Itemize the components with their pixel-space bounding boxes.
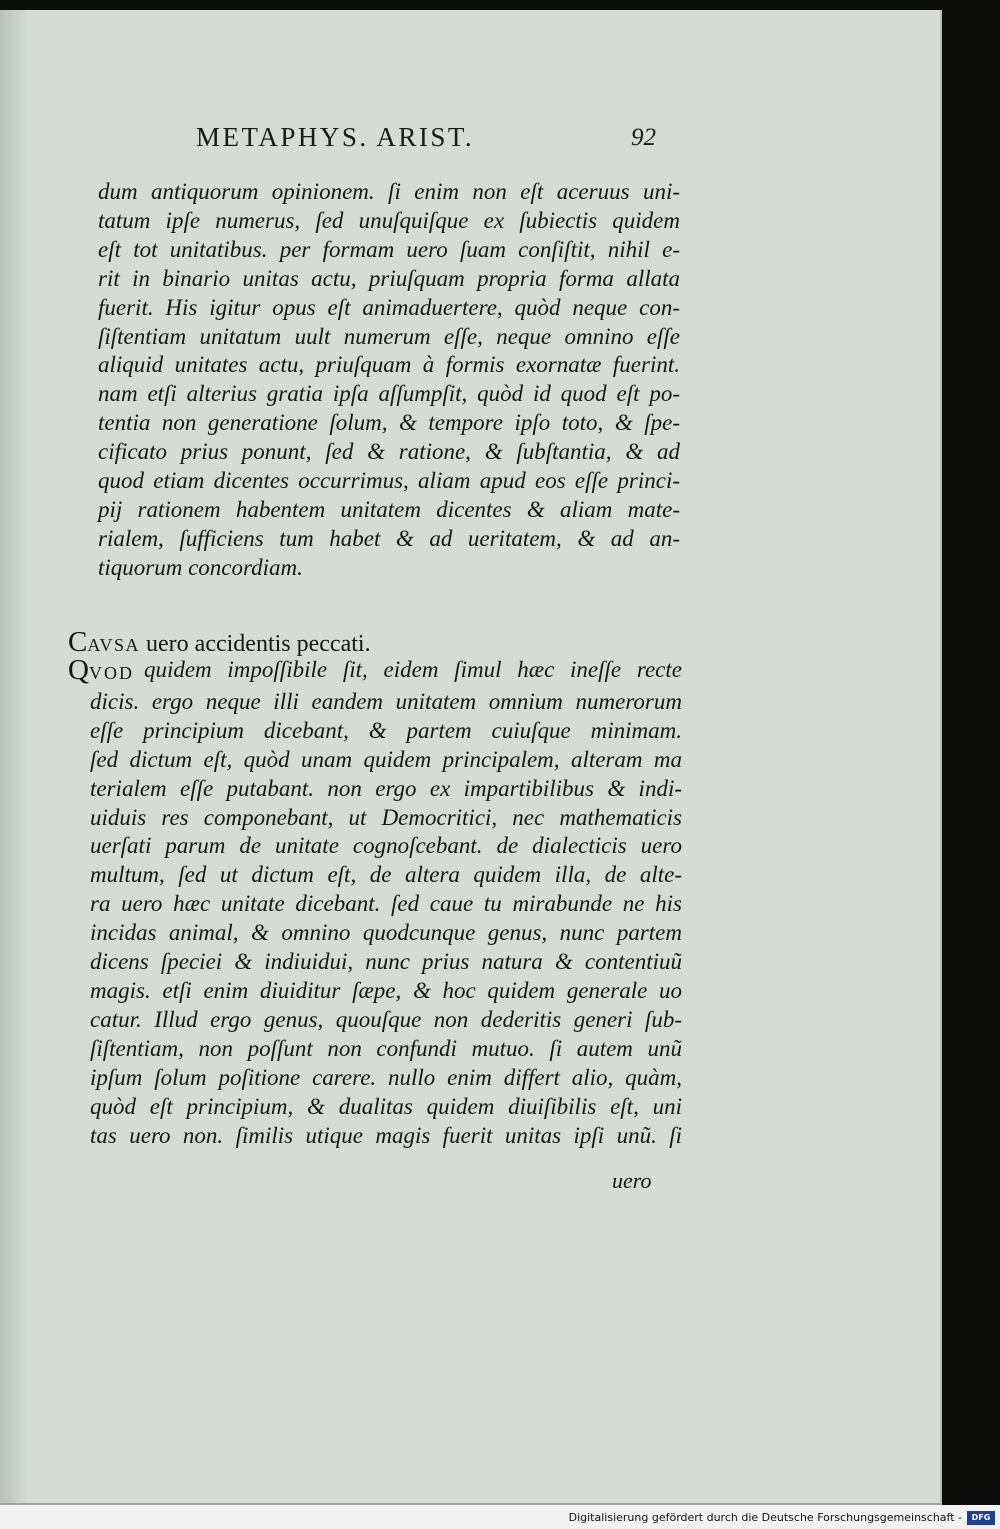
- text-line: terialem eſſe putabant. non ergo ex impartibilibus & indi-: [90, 775, 682, 801]
- text-line: ra uero hæc unitate dicebant. ſed caue tu mirabunde ne his: [90, 891, 682, 917]
- text-line: uiduis res componebant, ut Democritici, nec mathematicis: [90, 804, 682, 830]
- text-line: eſſe principium dicebant, & partem cuiuſque minimam.: [90, 717, 682, 743]
- text-line: tatum ipſe numerus, ſed unuſquiſque ex ſubiectis quidem: [98, 207, 680, 233]
- page-number: 92: [631, 124, 656, 151]
- text-line: uerſati parum de unitate cognoſcebant. de dialecticis uero: [90, 833, 682, 859]
- lead-initial: Q: [68, 654, 89, 686]
- text-line: tentia non generatione ſolum, & tempore ipſo toto, & ſpe-: [98, 410, 680, 436]
- text-line: magis. etſi enim diuiditur ſæpe, & hoc quidem generale uo: [90, 977, 682, 1003]
- text-line: dum antiquorum opinionem. ſi enim non eſt aceruus uni-: [98, 179, 680, 204]
- text-line: ipſum ſolum poſitione carere. nullo enim differt alio, quàm,: [90, 1064, 682, 1090]
- catchword: uero: [612, 1168, 652, 1193]
- text-line: rit in binario unitas actu, priuſquam propria forma allata: [98, 265, 680, 291]
- paragraph-2-body: [68, 688, 682, 1151]
- heading-text: uero accidentis peccati.: [140, 631, 371, 657]
- text-line: multum, ſed ut dictum eſt, de altera quidem illa, de alte-: [90, 862, 682, 888]
- paragraph-1: [98, 178, 680, 583]
- text-line: rialem, ſufficiens tum habet & ad ueritatem, & ad an-: [98, 525, 680, 551]
- footer-credit: Digitalisierung gefördert durch die Deutsche Forschungsgemeinschaft -: [568, 1511, 962, 1524]
- first-line-text: quidem impoſſibile ſit, eidem ſimul hæc ineſſe recte: [143, 657, 682, 682]
- text-line: tas uero non. ſimilis utique magis fuerit unitas ipſi unũ. ſi: [90, 1122, 682, 1148]
- running-title: METAPHYS. ARIST.: [196, 122, 475, 152]
- text-line: ſed dictum eſt, quòd unam quidem principalem, alteram ma: [90, 746, 682, 772]
- text-line: ſiſtentiam, non poſſunt non confundi mutuo. ſi autem unũ: [90, 1035, 682, 1061]
- lead-small-caps: VOD: [88, 663, 134, 683]
- dfg-logo: DFG: [967, 1511, 995, 1525]
- paragraph-2: [68, 656, 682, 1150]
- text-line: nam etſi alterius gratia ipſa aſſumpſit, quòd id quod eſt po-: [98, 381, 680, 407]
- lead-word: [68, 656, 134, 688]
- text-line: tiquorum concordiam.: [98, 554, 303, 580]
- text-line: ſiſtentiam unitatum uult numerum eſſe, neque omnino eſſe: [98, 323, 680, 349]
- book-page: [0, 10, 942, 1505]
- footer-bar: [0, 1505, 1000, 1529]
- text-line: pij rationem habentem unitatem dicentes & aliam mate-: [98, 496, 680, 522]
- text-line: quod etiam dicentes occurrimus, aliam apud eos eſſe princi-: [98, 468, 680, 494]
- text-line: quòd eſt principium, & dualitas quidem diuiſibilis eſt, uni: [90, 1093, 682, 1119]
- heading-small-caps: AVSA: [87, 635, 141, 655]
- heading-initial: C: [68, 626, 88, 658]
- text-line: incidas animal, & omnino quodcunque genus, nunc partem: [90, 920, 682, 946]
- text-line-first: [68, 656, 682, 688]
- text-line: aliquid unitates actu, priuſquam à formis exornatæ fuerint.: [98, 352, 680, 378]
- text-line: catur. Illud ergo genus, quouſque non dederitis generi ſub-: [90, 1006, 682, 1032]
- text-line: dicis. ergo neque illi eandem unitatem omnium numerorum: [90, 688, 682, 714]
- section-heading: [68, 626, 371, 659]
- text-line: dicens ſpeciei & indiuidui, nunc prius natura & contentiuũ: [90, 949, 682, 975]
- text-line: cificato prius ponunt, ſed & ratione, & ſubſtantia, & ad: [98, 439, 680, 465]
- text-line: fuerit. His igitur opus eſt animaduertere, quòd neque con-: [98, 294, 680, 320]
- text-line: eſt tot unitatibus. per formam uero ſuam conſiſtit, nihil e-: [98, 236, 680, 262]
- page-header: [196, 122, 656, 162]
- page-gutter-shadow: [0, 10, 28, 1503]
